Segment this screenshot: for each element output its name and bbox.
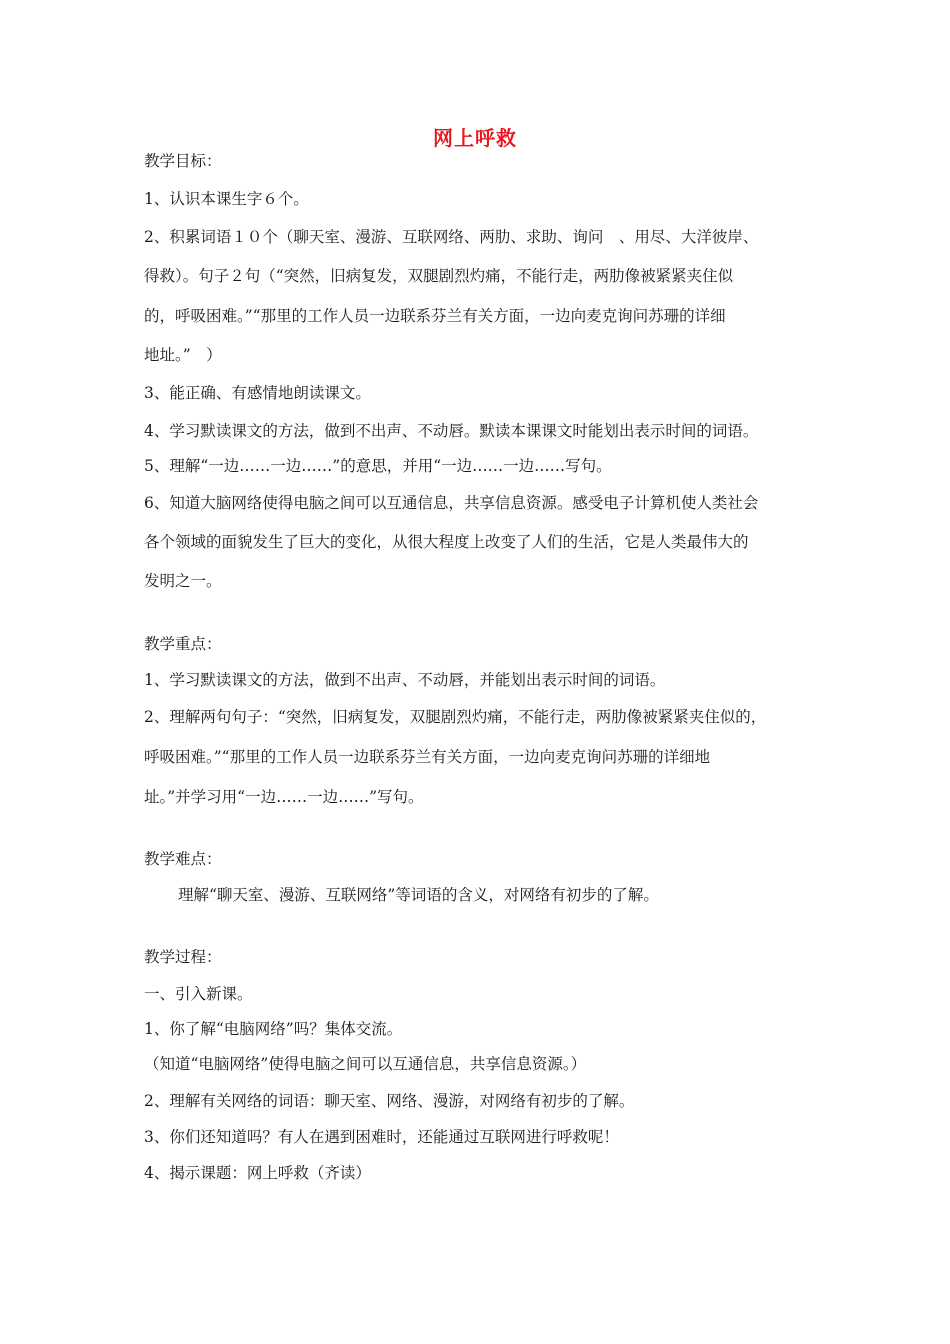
text-line: 理解“聊天室、漫游、互联网络”等词语的含义，对网络有初步的了解。: [178, 886, 659, 904]
text-line: 发明之一。: [144, 572, 222, 590]
text-line: 地址。” ）: [144, 346, 222, 364]
text-line: 6、知道大脑网络使得电脑之间可以互通信息，共享信息资源。感受电子计算机使人类社会: [144, 494, 759, 512]
text-line: 的，呼吸困难。”“那里的工作人员一边联系芬兰有关方面，一边向麦克询问苏珊的详细: [144, 307, 726, 325]
text-line: 3、你们还知道吗？有人在遇到困难时，还能通过互联网进行呼救呢！: [144, 1128, 619, 1146]
text-line: 1、认识本课生字６个。: [144, 190, 309, 208]
text-line: 2、理解两句句子：“突然，旧病复发，双腿剧烈灼痛，不能行走，两肋像被紧紧夹住似的，: [144, 708, 767, 726]
text-line: 一、引入新课。: [144, 985, 253, 1003]
document-title: 网上呼救: [433, 126, 517, 150]
text-line: （知道“电脑网络”使得电脑之间可以互通信息，共享信息资源。）: [144, 1055, 587, 1073]
text-line: 2、积累词语１０个（聊天室、漫游、互联网络、两肋、求助、询问 、用尽、大洋彼岸、: [144, 228, 759, 246]
section-heading-objectives: 教学目标：: [144, 152, 222, 170]
text-line: 2、理解有关网络的词语：聊天室、网络、漫游，对网络有初步的了解。: [144, 1092, 635, 1110]
text-line: 4、揭示课题：网上呼救（齐读）: [144, 1164, 371, 1182]
section-heading-key-points: 教学重点：: [144, 635, 222, 653]
text-line: 呼吸困难。”“那里的工作人员一边联系芬兰有关方面，一边向麦克询问苏珊的详细地: [144, 748, 711, 766]
text-line: 址。”并学习用“一边……一边……”写句。: [144, 788, 424, 806]
section-heading-difficulties: 教学难点：: [144, 850, 222, 868]
text-line: 3、能正确、有感情地朗读课文。: [144, 384, 371, 402]
section-heading-process: 教学过程：: [144, 948, 222, 966]
text-line: 5、理解“一边……一边……”的意思，并用“一边……一边……写句。: [144, 457, 612, 475]
text-line: 各个领域的面貌发生了巨大的变化，从很大程度上改变了人们的生活，它是人类最伟大的: [144, 533, 749, 551]
text-line: 4、学习默读课文的方法，做到不出声、不动唇。默读本课课文时能划出表示时间的词语。: [144, 422, 759, 440]
text-line: 得救）。句子２句（“突然，旧病复发，双腿剧烈灼痛，不能行走，两肋像被紧紧夹住似: [144, 267, 734, 285]
text-line: 1、学习默读课文的方法，做到不出声、不动唇，并能划出表示时间的词语。: [144, 671, 666, 689]
text-line: 1、你了解“电脑网络”吗？集体交流。: [144, 1020, 403, 1038]
